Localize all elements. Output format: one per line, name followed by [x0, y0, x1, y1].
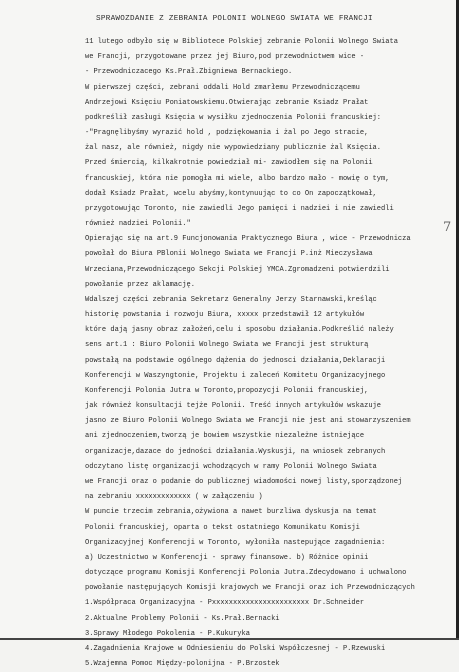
text-line: odczytano listę organizacji wchodzących w ramy Polonii Wolnego Swiata — [85, 462, 377, 471]
text-line: ani zjednoczeniem,tworzą je bowiem wszystkie niezależne istniejące — [85, 432, 365, 441]
text-line: żal nasz, ale również, nigdy nie wypowiedziany publicznie żal Księcia. — [85, 144, 382, 153]
text-line: - Przewodniczacego Ks.Prał.Zbigniewa Bernackiego. — [85, 68, 293, 77]
text-line: organizacje,dazace do jedności działania.Wyskusji, na wniosek zebranych — [85, 447, 386, 456]
document-body — [85, 35, 457, 672]
text-line: powołanie następujących Komisji krajowych we Francji oraz ich Przewodniczących — [85, 584, 415, 593]
text-line: powstałą na podstawie ogólnego dążenia do jednosci działania,Deklaracji — [85, 356, 386, 365]
text-line: Wrzeciana,Przewodniczącego Sekcji Polskiej YMCA.Zgromadzeni potwierdzili — [85, 265, 390, 274]
text-line: powołał do Biura PBlonii Wolnego Swiata we Francji P.inż Mieczysława — [85, 250, 373, 259]
text-line: francuskiej, która nie pomogła mi wiele, albo bardzo mało - mowię o tym, — [85, 174, 390, 183]
text-line: 2.Aktualne Problemy Polonii - Ks.Prał.Bernacki — [85, 614, 280, 623]
text-line: Konferencji Polonia Jutra w Toronto,propozycji Polonii francuskiej, — [85, 386, 369, 395]
text-line: dodał Ksiadz Prałat, wcelu abyśmy,kontynuując to co On zapoczątkował, — [85, 189, 377, 198]
text-line: 3.Sprawy Młodego Pokolenia - P.Kukurykа — [85, 629, 250, 638]
text-line: historię powstania i rozwoju Biura, xxxxx przedstawił 12 artykułów — [85, 311, 365, 320]
text-line: 4.Zagadnienia Krajowe w Odniesieniu do Polski Współczesnej - P.Rzewuski — [85, 644, 386, 653]
text-line: również nadziei Polonii." — [85, 220, 191, 229]
text-line: powołanie przez aklamację. — [85, 280, 195, 289]
text-line: a) Uczestnictwo w Konferencji - sprawy finansowe. b) Różnice opinii — [85, 553, 369, 562]
text-line: we Francji, przygotowane przez jej Biuro,pod przewodnictwem wice - — [85, 53, 365, 62]
document-title: SPRAWOZDANIE Z ZEBRANIA POLONII WOLNEGO SWIATA WE FRANCJI — [96, 15, 373, 23]
text-line: Konferencji w Waszyngtonie, Projektu i zaleceń Komitetu Organizacyjnego — [85, 371, 386, 380]
handwritten-margin-mark: 7 — [443, 220, 452, 235]
text-line: Wdalszej części zebrania Sekretarz Generalny Jerzy Starnawski,kreśląc — [85, 295, 377, 304]
text-line: -"Pragnęlibyśmy wyrazić hold , podziękowania i żal po Jego stracie, — [85, 129, 369, 138]
text-line: na zebraniu xxxxxxxxxxxxx ( w załączeniu ) — [85, 493, 263, 502]
text-line: dotyczące programu Komisji Konferencji Polonia Jutra.Zdecydowano i uchwalono — [85, 569, 407, 578]
text-line: sens art.1 : Biuro Polonii Wolnego Swiata we Francji jest strukturą — [85, 341, 369, 350]
text-line: W puncie trzecim zebrania,ożywiona a nawet burzliwa dyskusja na temat — [85, 508, 377, 517]
text-line: Polonii francuskiej, oparta o tekst ostatniego Komunikatu Komisji — [85, 523, 360, 532]
text-line: Andrzejowi Księciu Poniatowskiemu.Otwierając zebranie Ksiadz Prałat — [85, 98, 369, 107]
text-line: podkreślił zasługi Księcia w wysiłku zjednoczenia Polonii francuskiej: — [85, 113, 382, 122]
text-line: we Francji oraz o podanie do publicznej wiadomości nowej listy,sporządzonej — [85, 477, 403, 486]
text-line: przygotowując Toronto, nie zawiedli Jego pamięci i nadziei i nie zawiedli — [85, 204, 394, 213]
text-line: które dają jasny obraz założeń,celu i sposobu działania.Podkreślić należy — [85, 326, 394, 335]
text-line: W pierwszej części, zebrani oddali Hold zmarłemu Przewodniczącemu — [85, 83, 360, 92]
text-line: 5.Wzajemna Pomoc Między-polonijna - P.Brzostek — [85, 660, 280, 669]
text-line: Opierając się na art.9 Funcjonowania Praktycznego Biura , wice - Przewodnicza — [85, 235, 411, 244]
text-line: 1.Współpraca Organizacyjna - Pxxxxxxxxxxxxxxxxxxxxxxx Dr.Schneider — [85, 599, 365, 608]
text-line: jak również konsultacji tejże Polonii. Treść innych artykułów wskazuje — [85, 402, 382, 411]
text-line: jasno ze Biuro Polonii Wolnego Swiata we Francji nie jest ani stowarzyszeniem — [85, 417, 411, 426]
text-line: Organizacyjnej Konferencji w Toronto, wyłoniła nastepujące zagadnienia: — [85, 538, 386, 547]
text-line: 11 lutego odbyło się w Bibliotece Polskiej zebranie Polonii Wolnego Swiata — [85, 38, 398, 46]
text-line: Przed śmiercią, kilkakrotnie powiedział mi- zawiodłem się na Polonii — [85, 159, 373, 168]
